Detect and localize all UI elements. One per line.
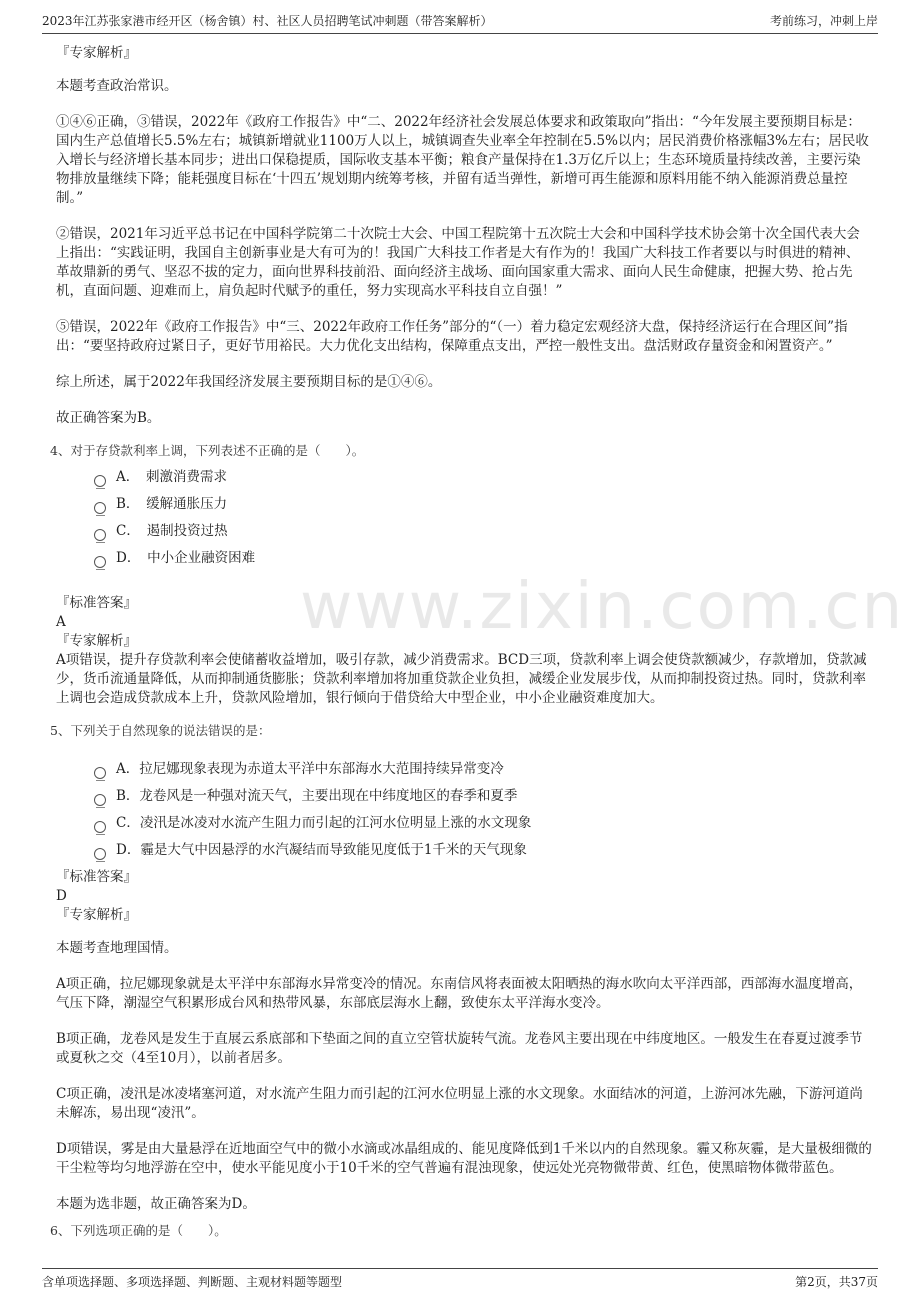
- footer-note: 含单项选择题、多项选择题、判断题、主观材料题等题型: [42, 1275, 343, 1289]
- radio-icon[interactable]: [94, 794, 106, 806]
- option-c[interactable]: C．凌汛是冰凌对水流产生阻力而引起的江河水位明显上涨的水文现象: [94, 810, 872, 837]
- paragraph: 本题为选非题，故正确答案为D。: [56, 1196, 256, 1212]
- options-q4: [94, 464, 872, 572]
- watermark: www.zixin.com.cn: [300, 570, 905, 644]
- option-a[interactable]: A． 刺激消费需求: [94, 464, 872, 491]
- radio-icon[interactable]: [94, 475, 106, 487]
- document-title: 2023年江苏张家港市经开区（杨舍镇）村、社区人员招聘笔试冲刺题（带答案解析）: [42, 14, 493, 28]
- answer: D: [56, 888, 67, 904]
- option-b[interactable]: B．龙卷风是一种强对流天气，主要出现在中纬度地区的春季和夏季: [94, 783, 872, 810]
- paragraph: 本题考查地理国情。: [56, 940, 178, 956]
- analysis-label: 『专家解析』: [56, 633, 137, 649]
- question-5: 5、下列关于自然现象的说法错误的是：: [50, 723, 271, 738]
- paragraph: 综上所述，属于2022年我国经济发展主要预期目标的是①④⑥。: [56, 374, 442, 390]
- page-content: [50, 44, 872, 1240]
- page-footer: [42, 1268, 878, 1292]
- paragraph: ⑤错误，2022年《政府工作报告》中“三、2022年政府工作任务”部分的“（一）着力稳定宏观经济大盘，保持经济运行在合理区间”指出：“要坚持政府过紧日子，更好节用裕民。大力优化支出结构，保障重点支出，严控一般性支出。盘活财政存量资金和闲置资产。”: [56, 319, 848, 354]
- radio-icon[interactable]: [94, 502, 106, 514]
- analysis-label: 『专家解析』: [56, 45, 137, 61]
- options-q5: [94, 756, 872, 864]
- paragraph: 故正确答案为B。: [56, 410, 161, 426]
- paragraph: D项错误，雾是由大量悬浮在近地面空气中的微小水滴或冰晶组成的、能见度降低到1千米以内的自然现象。霾又称灰霾，是大量极细微的干尘粒等均匀地浮游在空中，使水平能见度小于10千米的空气普遍有混浊现象，使远处光亮物微带黄、红色，使黑暗物体微带蓝色。: [56, 1141, 872, 1176]
- option-d[interactable]: D． 中小企业融资困难: [94, 545, 872, 572]
- radio-icon[interactable]: [94, 848, 106, 860]
- page-header: [42, 10, 878, 34]
- option-a[interactable]: A．拉尼娜现象表现为赤道太平洋中东部海水大范围持续异常变冷: [94, 756, 872, 783]
- paragraph: C项正确，凌汛是冰凌堵塞河道，对水流产生阻力而引起的江河水位明显上涨的水文现象。水面结冰的河道，上游河冰先融，下游河道尚未解冻，易出现“凌汛”。: [56, 1086, 863, 1121]
- paragraph: ①④⑥正确，③错误，2022年《政府工作报告》中“二、2022年经济社会发展总体要求和政策取向”指出：“今年发展主要预期目标是：国内生产总值增长5.5%左右；城镇新增就业1100万人以上，城镇调查失业率全年控制在5.5%以内；居民消费价格涨幅3%左右；居民收入增长与经济增长基本同步；进出口保稳提质，国际收支基本平衡；粮食产量保持在1.3万亿斤以上；生态环境质量持续改善，主要污染物排放量继续下降；能耗强度目标在‘十四五’规划期内统筹考核，并留有适当弹性，新增可再生能源和原料用能不纳入能源消费总量控制。”: [56, 114, 869, 206]
- analysis: A项错误，提升存贷款利率会使储蓄收益增加，吸引存款，减少消费需求。BCD三项，贷款利率上调会使贷款额减少，存款增加，贷款减少，货币流通量降低，从而抑制通货膨胀；贷款利率增加将加重贷款企业负担，减缓企业发展步伐，从而抑制投资过热。同时，贷款利率上调也会造成贷款成本上升，贷款风险增加，银行倾向于借贷给大中型企业，中小企业融资难度加大。: [56, 652, 867, 706]
- paragraph: B项正确，龙卷风是发生于直展云系底部和下垫面之间的直立空管状旋转气流。龙卷风主要出现在中纬度地区。一般发生在春夏过渡季节或夏秋之交（4至10月），以前者居多。: [56, 1031, 863, 1066]
- radio-icon[interactable]: [94, 556, 106, 568]
- question-6: 6、下列选项正确的是（ ）。: [50, 1223, 227, 1238]
- analysis-label: 『专家解析』: [56, 907, 137, 923]
- radio-icon[interactable]: [94, 529, 106, 541]
- paragraph: ②错误，2021年习近平总书记在中国科学院第二十次院士大会、中国工程院第十五次院士大会和中国科学技术协会第十次全国代表大会上指出：“实践证明，我国自主创新事业是大有可为的！我国广大科技工作者是大有作为的！我国广大科技工作者要以与时俱进的精神、革故鼎新的勇气、坚忍不拔的定力，面向世界科技前沿、面向经济主战场、面向国家重大需求、面向人民生命健康，把握大势、抢占先机，直面问题、迎难而上，肩负起时代赋予的重任，努力实现高水平科技自立自强！”: [56, 226, 860, 299]
- answer-label: 『标准答案』: [56, 595, 137, 611]
- option-d[interactable]: D．霾是大气中因悬浮的水汽凝结而导致能见度低于1千米的天气现象: [94, 837, 872, 864]
- radio-icon[interactable]: [94, 767, 106, 779]
- answer-label: 『标准答案』: [56, 869, 137, 885]
- answer: A: [56, 614, 66, 630]
- paragraph: 本题考查政治常识。: [56, 78, 178, 94]
- option-b[interactable]: B． 缓解通胀压力: [94, 491, 872, 518]
- option-c[interactable]: C． 遏制投资过热: [94, 518, 872, 545]
- header-slogan: 考前练习，冲刺上岸: [769, 14, 878, 28]
- radio-icon[interactable]: [94, 821, 106, 833]
- question-4: 4、对于存贷款利率上调，下列表述不正确的是（ ）。: [50, 443, 365, 458]
- page-number: 第2页，共37页: [795, 1275, 878, 1289]
- paragraph: A项正确，拉尼娜现象就是太平洋中东部海水异常变冷的情况。东南信风将表面被太阳晒热的海水吹向太平洋西部，西部海水温度增高，气压下降，潮湿空气积累形成台风和热带风暴，东部底层海水上翻，致使东太平洋海水变冷。: [56, 976, 863, 1011]
